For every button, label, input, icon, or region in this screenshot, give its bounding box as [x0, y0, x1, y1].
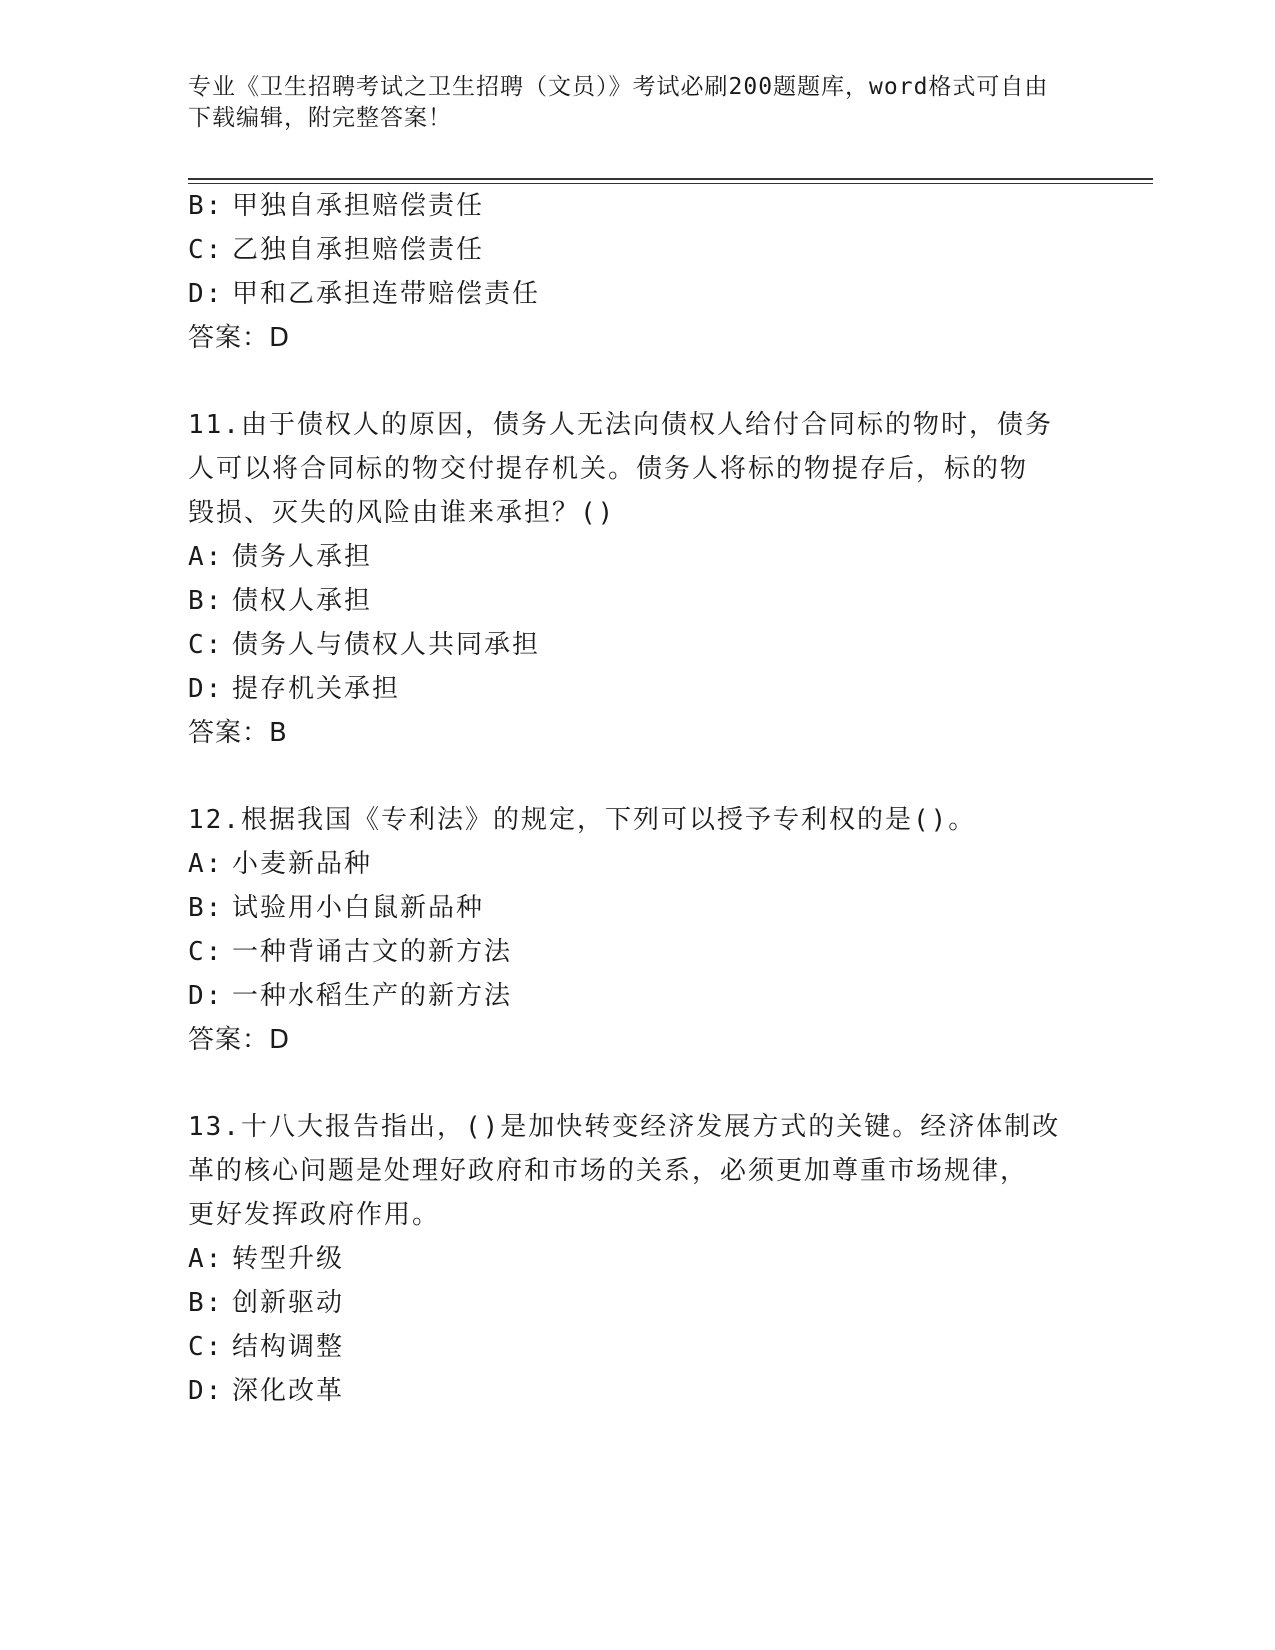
q13-stem-line-3: 更好发挥政府作用。 [188, 1200, 441, 1230]
q11-stem-line-3: 毁损、灭失的风险由谁来承担？() [188, 498, 616, 528]
option-letter: D: [188, 279, 224, 309]
q12-option-d [188, 978, 512, 1014]
option-letter: C: [188, 630, 224, 660]
option-text: 结构调整 [232, 1332, 345, 1362]
option-text: 转型升级 [232, 1244, 345, 1274]
option-text: 甲独自承担赔偿责任 [232, 191, 485, 221]
q11-answer: 答案：B [188, 718, 288, 748]
option-letter: D: [188, 674, 224, 704]
q10-option-c [188, 232, 484, 268]
q13-option-d [188, 1373, 344, 1409]
option-text: 债务人承担 [232, 542, 373, 572]
option-letter: C: [188, 937, 224, 967]
option-text: 试验用小白鼠新品种 [232, 893, 485, 923]
option-text: 甲和乙承担连带赔偿责任 [232, 279, 541, 309]
option-letter: D: [188, 1376, 224, 1406]
option-letter: C: [188, 1332, 224, 1362]
q11-stem-line-2: 人可以将合同标的物交付提存机关。债务人将标的物提存后，标的物 [188, 454, 1029, 484]
option-text: 乙独自承担赔偿责任 [232, 235, 485, 265]
option-letter: B: [188, 191, 224, 221]
option-text: 债权人承担 [232, 586, 373, 616]
q13-stem-line-1: 13.十八大报告指出，()是加快转变经济发展方式的关键。经济体制改 [188, 1112, 1061, 1142]
option-letter: A: [188, 542, 224, 572]
q10-answer: 答案：D [188, 323, 291, 353]
option-letter: B: [188, 893, 224, 923]
option-letter: B: [188, 586, 224, 616]
q12-option-b [188, 890, 484, 926]
q11-option-c [188, 627, 540, 663]
option-letter: A: [188, 849, 224, 879]
q13-option-c [188, 1329, 344, 1365]
q13-option-a [188, 1241, 344, 1277]
q12-option-c [188, 934, 512, 970]
option-text: 债务人与债权人共同承担 [232, 630, 541, 660]
option-text: 一种水稻生产的新方法 [232, 981, 513, 1011]
q12-answer: 答案：D [188, 1025, 291, 1055]
q13-stem-line-2: 革的核心问题是处理好政府和市场的关系，必须更加尊重市场规律， [188, 1156, 1029, 1186]
option-text: 小麦新品种 [232, 849, 373, 879]
option-text: 提存机关承担 [232, 674, 401, 704]
q10-option-d [188, 276, 540, 312]
header-rule-thick [188, 178, 1153, 180]
option-text: 一种背诵古文的新方法 [232, 937, 513, 967]
option-letter: B: [188, 1288, 224, 1318]
option-text: 深化改革 [232, 1376, 345, 1406]
option-letter: D: [188, 981, 224, 1011]
q11-option-d [188, 671, 400, 707]
q12-option-a [188, 846, 372, 882]
q10-option-b [188, 188, 484, 224]
option-letter: C: [188, 235, 224, 265]
option-letter: A: [188, 1244, 224, 1274]
q12-stem-line-1: 12.根据我国《专利法》的规定，下列可以授予专利权的是()。 [188, 805, 977, 835]
q13-option-b [188, 1285, 344, 1321]
option-text: 创新驱动 [232, 1288, 345, 1318]
q11-stem-line-1: 11.由于债权人的原因，债务人无法向债权人给付合同标的物时，债务 [188, 410, 1053, 440]
q11-option-b [188, 583, 372, 619]
document-header: 专业《卫生招聘考试之卫生招聘（文员）》考试必刷200题题库，word格式可自由下载编辑，附完整答案！ [188, 74, 1049, 131]
q11-option-a [188, 539, 372, 575]
header-rule-thin [188, 183, 1153, 184]
